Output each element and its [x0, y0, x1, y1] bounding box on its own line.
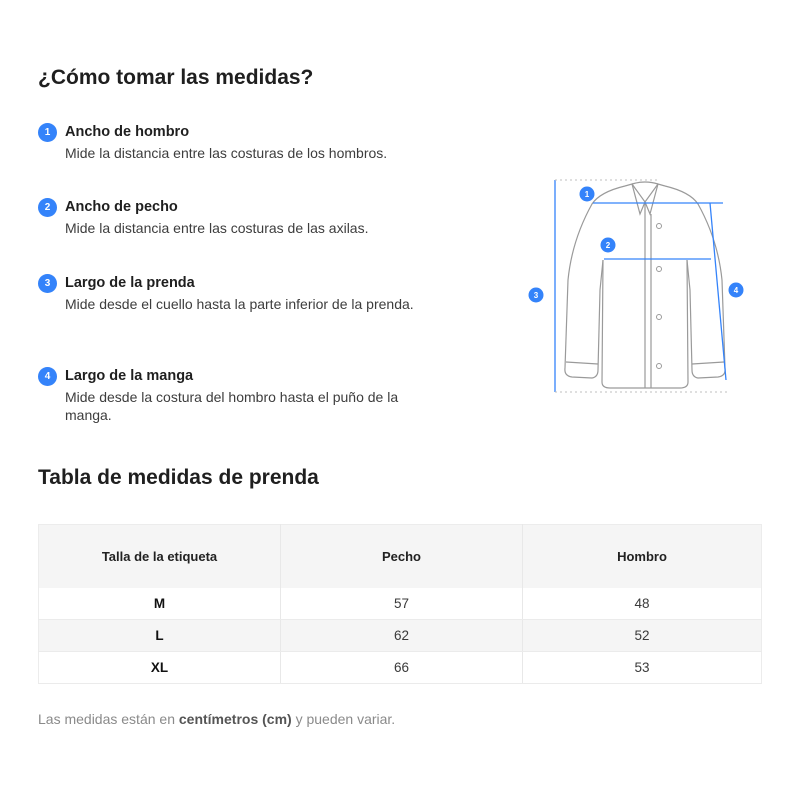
units-note-prefix: Las medidas están en: [38, 711, 179, 727]
marker-2-label: 2: [605, 241, 611, 250]
size-table: [38, 524, 762, 684]
table-row: [39, 588, 762, 620]
step-number-badge: 2: [38, 198, 57, 217]
step-description: Mide la distancia entre las costuras de los hombros.: [65, 145, 388, 161]
page-title: ¿Cómo tomar las medidas?: [38, 66, 314, 89]
step-garment-length: [38, 274, 438, 313]
step-number-badge: 1: [38, 123, 57, 142]
chest-cell: 57: [281, 588, 523, 620]
marker-1-label: 1: [584, 190, 590, 199]
shoulder-cell: 52: [523, 620, 762, 652]
shoulder-cell: 48: [523, 588, 762, 620]
step-title: Ancho de hombro: [65, 124, 190, 140]
units-note: [38, 711, 395, 727]
size-cell: L: [39, 620, 281, 652]
chest-cell: 66: [281, 652, 523, 684]
step-title: Largo de la prenda: [65, 275, 195, 291]
column-header-shoulder: Hombro: [523, 525, 762, 589]
size-cell: XL: [39, 652, 281, 684]
step-description: Mide desde el cuello hasta la parte inferior de la prenda.: [65, 296, 414, 312]
column-header-chest: Pecho: [281, 525, 523, 589]
marker-4-label: 4: [733, 286, 739, 295]
size-cell: M: [39, 588, 281, 620]
chest-cell: 62: [281, 620, 523, 652]
step-title: Ancho de pecho: [65, 199, 178, 215]
step-number-badge: 4: [38, 367, 57, 386]
marker-3-label: 3: [533, 291, 539, 300]
step-sleeve-length: [38, 367, 448, 424]
step-number-badge: 3: [38, 274, 57, 293]
step-description: Mide la distancia entre las costuras de las axilas.: [65, 220, 369, 236]
units-note-suffix: y pueden variar.: [291, 711, 396, 727]
table-row: [39, 652, 762, 684]
size-table-title: Tabla de medidas de prenda: [38, 466, 319, 489]
step-description: Mide desde la costura del hombro hasta el puño de la manga.: [65, 389, 399, 423]
step-chest-width: [38, 198, 458, 237]
shirt-measurement-diagram-icon: [520, 170, 770, 400]
units-note-unit: centímetros (cm): [178, 711, 292, 727]
table-row: [39, 620, 762, 652]
column-header-size: Talla de la etiqueta: [39, 525, 281, 589]
step-shoulder-width: [38, 123, 458, 162]
shoulder-cell: 53: [523, 652, 762, 684]
step-title: Largo de la manga: [65, 368, 194, 384]
table-header-row: [39, 525, 762, 589]
